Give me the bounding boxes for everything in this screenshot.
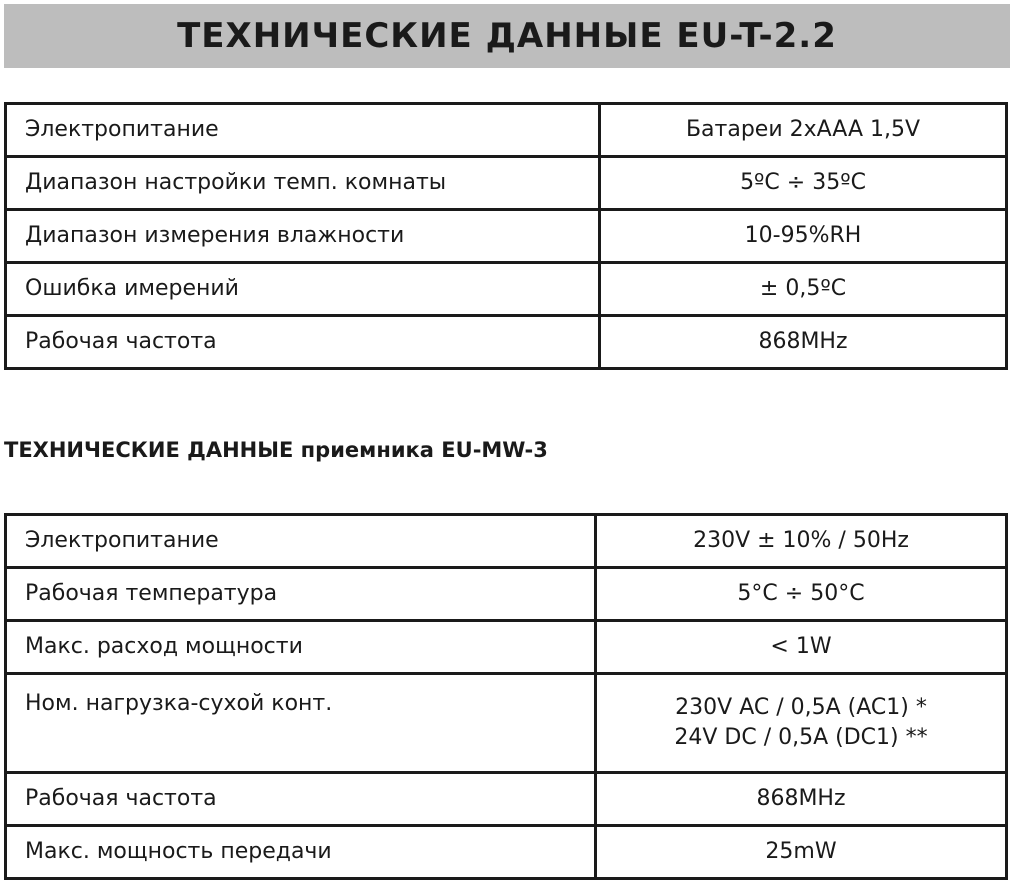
table-row <box>6 674 1007 773</box>
row-label: Рабочая частота <box>6 773 596 826</box>
row-value: 5°C ÷ 50°C <box>596 568 1007 621</box>
table-row <box>6 515 1007 568</box>
row-label: Рабочая частота <box>6 316 600 369</box>
row-label: Макс. мощность передачи <box>6 826 596 879</box>
row-value: 230V ± 10% / 50Hz <box>596 515 1007 568</box>
spec-table-receiver <box>4 513 1008 880</box>
row-value: 868MHz <box>600 316 1007 369</box>
row-label: Рабочая температура <box>6 568 596 621</box>
row-value: 868MHz <box>596 773 1007 826</box>
value-line: 24V DC / 0,5A (DC1) ** <box>674 725 928 750</box>
page-title: ТЕХНИЧЕСКИЕ ДАННЫЕ EU-T-2.2 <box>177 16 837 56</box>
value-line: 230V AC / 0,5A (AC1) * <box>675 695 927 720</box>
row-value: 5ºC ÷ 35ºC <box>600 157 1007 210</box>
table-row <box>6 104 1007 157</box>
row-value: < 1W <box>596 621 1007 674</box>
table-row <box>6 263 1007 316</box>
row-label: Электропитание <box>6 515 596 568</box>
row-label: Электропитание <box>6 104 600 157</box>
row-value: 10-95%RH <box>600 210 1007 263</box>
section-title-rest: приемника EU-MW-3 <box>293 438 548 462</box>
table-row <box>6 210 1007 263</box>
table-row <box>6 316 1007 369</box>
row-value <box>596 674 1007 773</box>
row-label: Ошибка имерений <box>6 263 600 316</box>
row-label: Макс. расход мощности <box>6 621 596 674</box>
title-banner <box>4 4 1010 68</box>
table-row <box>6 826 1007 879</box>
row-value: 25mW <box>596 826 1007 879</box>
row-value: Батареи 2хAAA 1,5V <box>600 104 1007 157</box>
row-label: Диапазон измерения влажности <box>6 210 600 263</box>
row-label: Ном. нагрузка-сухой конт. <box>6 674 596 773</box>
section-title-receiver <box>4 438 548 462</box>
table-row <box>6 621 1007 674</box>
section-title-bold: ТЕХНИЧЕСКИЕ ДАННЫЕ <box>4 438 294 462</box>
row-value: ± 0,5ºC <box>600 263 1007 316</box>
table-row <box>6 568 1007 621</box>
table-row <box>6 773 1007 826</box>
row-label: Диапазон настройки темп. комнаты <box>6 157 600 210</box>
table-row <box>6 157 1007 210</box>
spec-table-thermostat <box>4 102 1008 370</box>
